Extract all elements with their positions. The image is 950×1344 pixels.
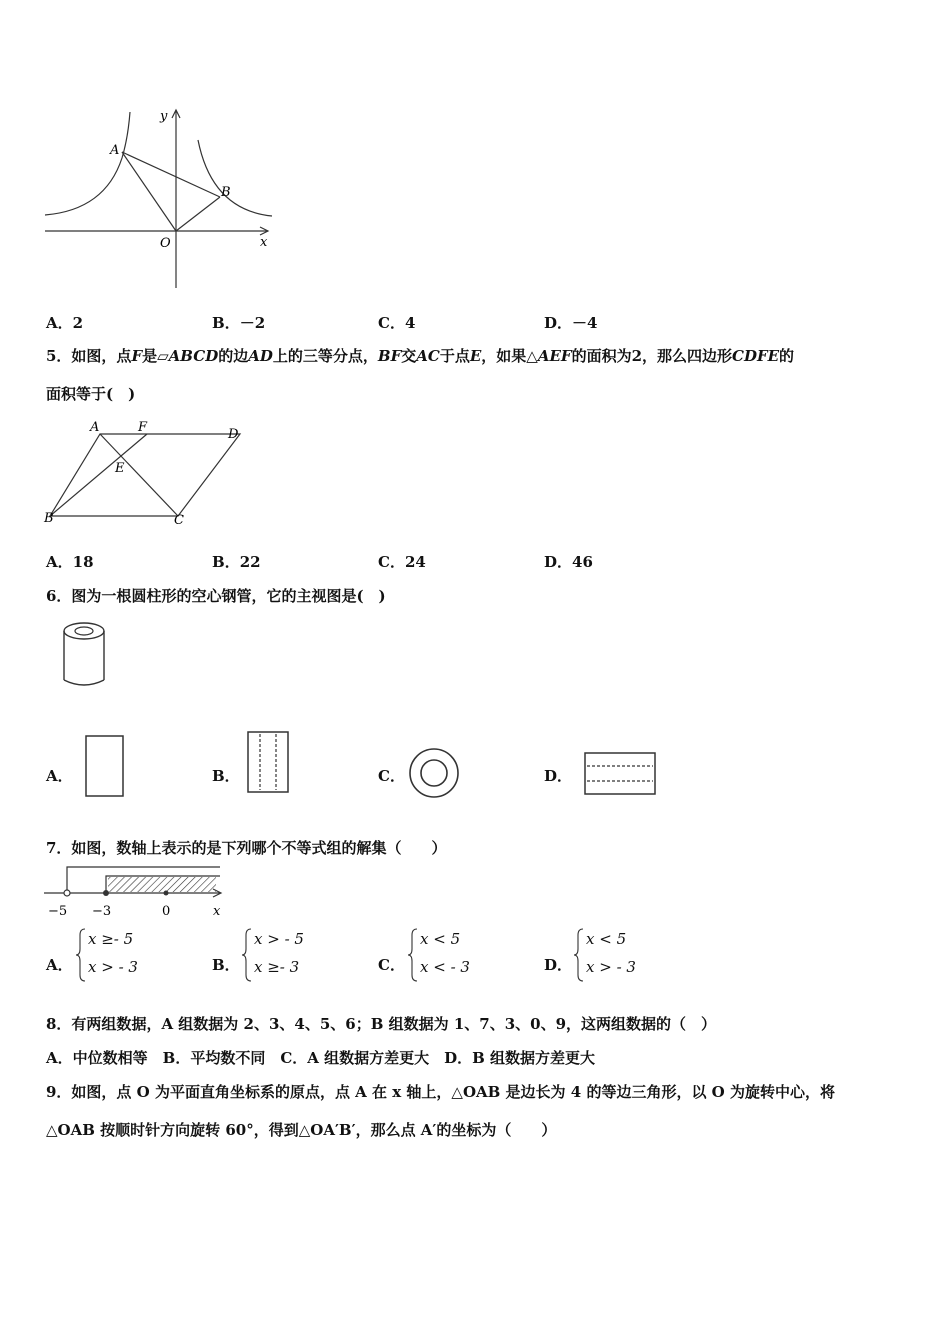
q7-d-ineq1: x < 5 — [586, 930, 627, 948]
q4-option-c: C．4 — [378, 314, 416, 332]
q5-option-a: A．18 — [46, 553, 94, 571]
q6-option-c-label: C． — [378, 767, 405, 785]
tick-label: 0 — [162, 904, 171, 919]
q5-option-b: B．22 — [212, 553, 261, 571]
q5-stem-line2: 面积等于( ) — [46, 385, 136, 403]
q6-option-d-label: D． — [544, 767, 573, 785]
x-axis-label: x — [260, 235, 268, 250]
q5-option-c: C．24 — [378, 553, 426, 571]
q4-option-b: B．－2 — [212, 314, 266, 332]
tick-label: −3 — [92, 904, 112, 919]
q7-b-ineq2: x ≥- 3 — [254, 958, 300, 976]
parallelogram-figure — [40, 418, 250, 533]
brace-icon — [74, 927, 88, 983]
q7-option-b-label: B． — [212, 956, 240, 974]
q7-b-ineq1: x > - 5 — [254, 930, 304, 948]
number-line-figure — [40, 862, 230, 922]
para-b-label: B — [44, 511, 54, 526]
q6-option-a-label: A． — [46, 767, 73, 785]
x-axis-label: x — [213, 904, 221, 919]
para-d-label: D — [228, 427, 239, 442]
q7-option-c-label: C． — [378, 956, 405, 974]
q8-stem: 8．有两组数据，A 组数据为 2、3、4、5、6；B 组数据为 1、7、3、0、9，这两组数据的（ ） — [46, 1015, 717, 1033]
q7-option-d-label: D． — [544, 956, 573, 974]
q6-option-a-shape — [84, 734, 126, 800]
brace-icon — [240, 927, 254, 983]
q6-stem: 6．图为一根圆柱形的空心钢管，它的主视图是( ) — [46, 587, 386, 605]
para-a-label: A — [90, 420, 100, 435]
q4-option-d: D．－4 — [544, 314, 598, 332]
tick-label: −5 — [48, 904, 68, 919]
q6-option-d-shape — [583, 750, 659, 798]
q7-stem: 7．如图，数轴上表示的是下列哪个不等式组的解集（ ） — [46, 839, 447, 857]
q8-options: A．中位数相等 B．平均数不同 C．A 组数据方差更大 D．B 组数据方差更大 — [46, 1049, 596, 1067]
q5-stem-line1: 5．如图，点F是▱ABCD的边AD上的三等分点，BF交AC于点E，如果△AEF的面积为2，那么四边形CDFE的 — [46, 347, 795, 365]
point-a-label: A — [110, 143, 120, 158]
hyperbola-figure — [40, 100, 285, 295]
para-f-label: F — [138, 420, 148, 435]
para-c-label: C — [174, 513, 184, 528]
q7-d-ineq2: x > - 3 — [586, 958, 636, 976]
q7-option-a-label: A． — [46, 956, 73, 974]
brace-icon — [572, 927, 586, 983]
q6-option-b-label: B． — [212, 767, 240, 785]
q6-option-b-shape — [246, 730, 292, 796]
q7-c-ineq2: x < - 3 — [420, 958, 470, 976]
origin-label: O — [160, 236, 171, 251]
y-axis-label: y — [160, 109, 168, 124]
q9-stem-line2: △OAB 按顺时针方向旋转 60°，得到△OA′B′，那么点 A′的坐标为（ ） — [46, 1121, 557, 1139]
para-e-label: E — [115, 461, 125, 476]
q4-option-a: A．2 — [46, 314, 84, 332]
hollow-cylinder-figure — [58, 618, 110, 693]
q5-option-d: D．46 — [544, 553, 593, 571]
q7-a-ineq1: x ≥- 5 — [88, 930, 134, 948]
q6-option-c-shape — [406, 745, 462, 801]
brace-icon — [406, 927, 420, 983]
point-b-label: B — [221, 185, 231, 200]
q7-a-ineq2: x > - 3 — [88, 958, 138, 976]
q7-c-ineq1: x < 5 — [420, 930, 461, 948]
q9-stem-line1: 9．如图，点 O 为平面直角坐标系的原点，点 A 在 x 轴上，△OAB 是边长为 4 的等边三角形，以 O 为旋转中心，将 — [46, 1083, 835, 1101]
